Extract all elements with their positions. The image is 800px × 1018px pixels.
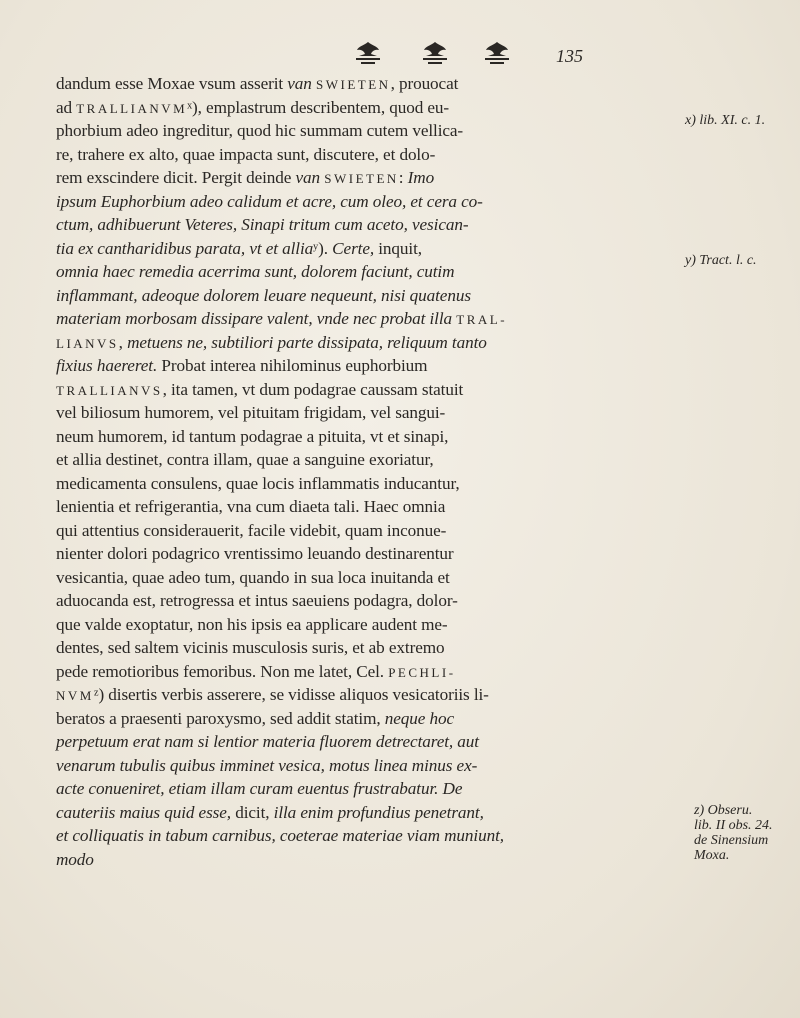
body-text	[56, 72, 668, 871]
italic-run: Certe,	[332, 238, 375, 258]
text-line: nienter dolori podagrico vrentissimo leuando destinarentur	[56, 544, 454, 563]
text-line: dandum esse Moxae vsum asserit van SWIETEN, prouocat	[56, 74, 459, 93]
text-line	[56, 754, 668, 778]
margin-note-z-line: Moxa.	[694, 848, 730, 863]
text-line: re, trahere ex alto, quae impacta sunt, discutere, et dolo-	[56, 144, 436, 164]
small-caps-name: TRALLIANVM	[76, 100, 188, 116]
fleuron-icon	[482, 40, 512, 66]
text-line: aduocanda est, retrogressa et intus saeuiens podagra, dolor-	[56, 591, 458, 610]
text-line: et allia destinet, contra illam, quae a sanguine exoriatur,	[56, 450, 434, 469]
text-line: phorbium adeo ingreditur, quod hic summam cutem vellica-	[56, 121, 464, 140]
header-ornaments	[0, 40, 800, 70]
text-line	[56, 284, 668, 308]
small-caps-name: LIANVS	[56, 335, 119, 351]
italic-run: cauteriis maius quid esse,	[56, 802, 231, 822]
italic-run: van	[295, 168, 321, 187]
small-caps-name: SWIETEN	[316, 77, 391, 92]
text-line: medicamenta consulens, quae locis inflammatis inducantur,	[56, 473, 460, 493]
italic-run: Imo	[407, 168, 435, 187]
italic-run: perpetuum erat nam si lentior materia fluorem detrectaret, aut	[56, 732, 479, 751]
small-caps-name: PECHLI-	[388, 664, 456, 680]
italic-run: fixius haereret.	[56, 356, 158, 375]
text-line: que valde exoptatur, non his ipsis ea applicare audent me-	[56, 614, 448, 634]
text-line: vel biliosum humorem, vel pituitam frigidam, vel sangui-	[56, 403, 446, 422]
fleuron-icon	[353, 40, 383, 66]
text-line: pede remotioribus femoribus. Non me latet, Cel. PECHLI-	[56, 661, 456, 681]
text-line: cauteriis maius quid esse, dicit, illa enim profundius penetrant,	[56, 802, 484, 822]
text-line	[56, 848, 668, 872]
italic-run: omnia haec remedia acerrima sunt, dolorem faciunt, cutim	[56, 262, 455, 281]
italic-run: modo	[56, 849, 94, 869]
small-caps-name: TRALLIANVS	[56, 382, 163, 398]
italic-run: tia ex cantharidibus parata, vt et allia	[56, 238, 314, 258]
margin-note-y: y) Tract. l. c.	[685, 253, 757, 268]
small-caps-name: NVM	[56, 688, 94, 703]
text-line: lenientia et refrigerantia, vna cum diaeta tali. Haec omnia	[56, 497, 446, 516]
italic-run: acte conueniret, etiam illam curam euentus frustrabatur. De	[56, 779, 463, 798]
text-line: neum humorem, id tantum podagrae a pituita, vt et sinapi,	[56, 426, 449, 446]
text-line	[56, 730, 668, 754]
text-line: TRALLIANVS, ita tamen, vt dum podagrae caussam statuit	[56, 379, 464, 399]
margin-note-z-line: z) Obseru.	[694, 803, 753, 818]
page-number: 135	[556, 46, 583, 66]
italic-run: materiam morbosam dissipare valent, vnde nec probat illa	[56, 309, 453, 328]
italic-run: neque hoc	[384, 708, 455, 728]
text-line: dentes, sed saltem vicinis musculosis suris, et ab extremo	[56, 638, 445, 657]
text-line: ad TRALLIANVMˣ), emplastrum describentem, quod eu-	[56, 97, 450, 117]
margin-note-z-line: lib. II obs. 24.	[694, 818, 773, 833]
italic-run: ipsum Euphorbium adeo calidum et acre, cum oleo, et cera co-	[56, 191, 483, 211]
italic-run: ctum, adhibuerunt Veteres, Sinapi tritum cum aceto, vesican-	[56, 215, 469, 234]
text-line	[56, 260, 668, 284]
italic-run: et colliquatis in tabum carnibus, coeterae materiae viam muniunt,	[56, 826, 504, 845]
fleuron-icon	[420, 40, 450, 66]
small-caps-name: SWIETEN	[324, 171, 399, 186]
text-line: rem exscindere dicit. Pergit deinde van SWIETEN: Imo	[56, 168, 435, 187]
small-caps-name: TRAL-	[456, 312, 508, 327]
margin-note-x: x) lib. XI. c. 1.	[685, 113, 766, 128]
italic-run: venarum tubulis quibus imminet vesica, motus linea minus ex-	[56, 755, 478, 775]
margin-note-z-line: de Sinensium	[694, 833, 769, 848]
text-line: tia ex cantharidibus parata, vt et alliaʸ). Certe, inquit,	[56, 238, 422, 258]
text-line: fixius haereret. Probat interea nihilominus euphorbium	[56, 356, 428, 375]
margin-note-z	[694, 803, 773, 863]
text-line	[56, 824, 668, 848]
italic-run: inflammant, adeoque dolorem leuare nequeunt, nisi quatenus	[56, 285, 471, 305]
italic-run: metuens ne, subtiliori parte dissipata, reliquum tanto	[127, 332, 487, 352]
italic-run: illa enim profundius penetrant,	[273, 802, 484, 822]
text-line: beratos a praesenti paroxysmo, sed addit statim, neque hoc	[56, 708, 455, 728]
text-line	[56, 777, 668, 801]
text-line: qui attentius considerauerit, facile videbit, quam inconue-	[56, 520, 447, 540]
text-line	[56, 307, 668, 331]
italic-run: van	[287, 74, 312, 93]
text-line: LIANVS, metuens ne, subtiliori parte dissipata, reliquum tanto	[56, 332, 487, 352]
text-line	[56, 213, 668, 237]
text-line	[56, 190, 668, 214]
text-line: vesicantia, quae adeo tum, quando in sua loca inuitanda et	[56, 567, 450, 587]
text-line: NVMᶻ) disertis verbis asserere, se vidisse aliquos vesicatoriis li-	[56, 685, 489, 704]
